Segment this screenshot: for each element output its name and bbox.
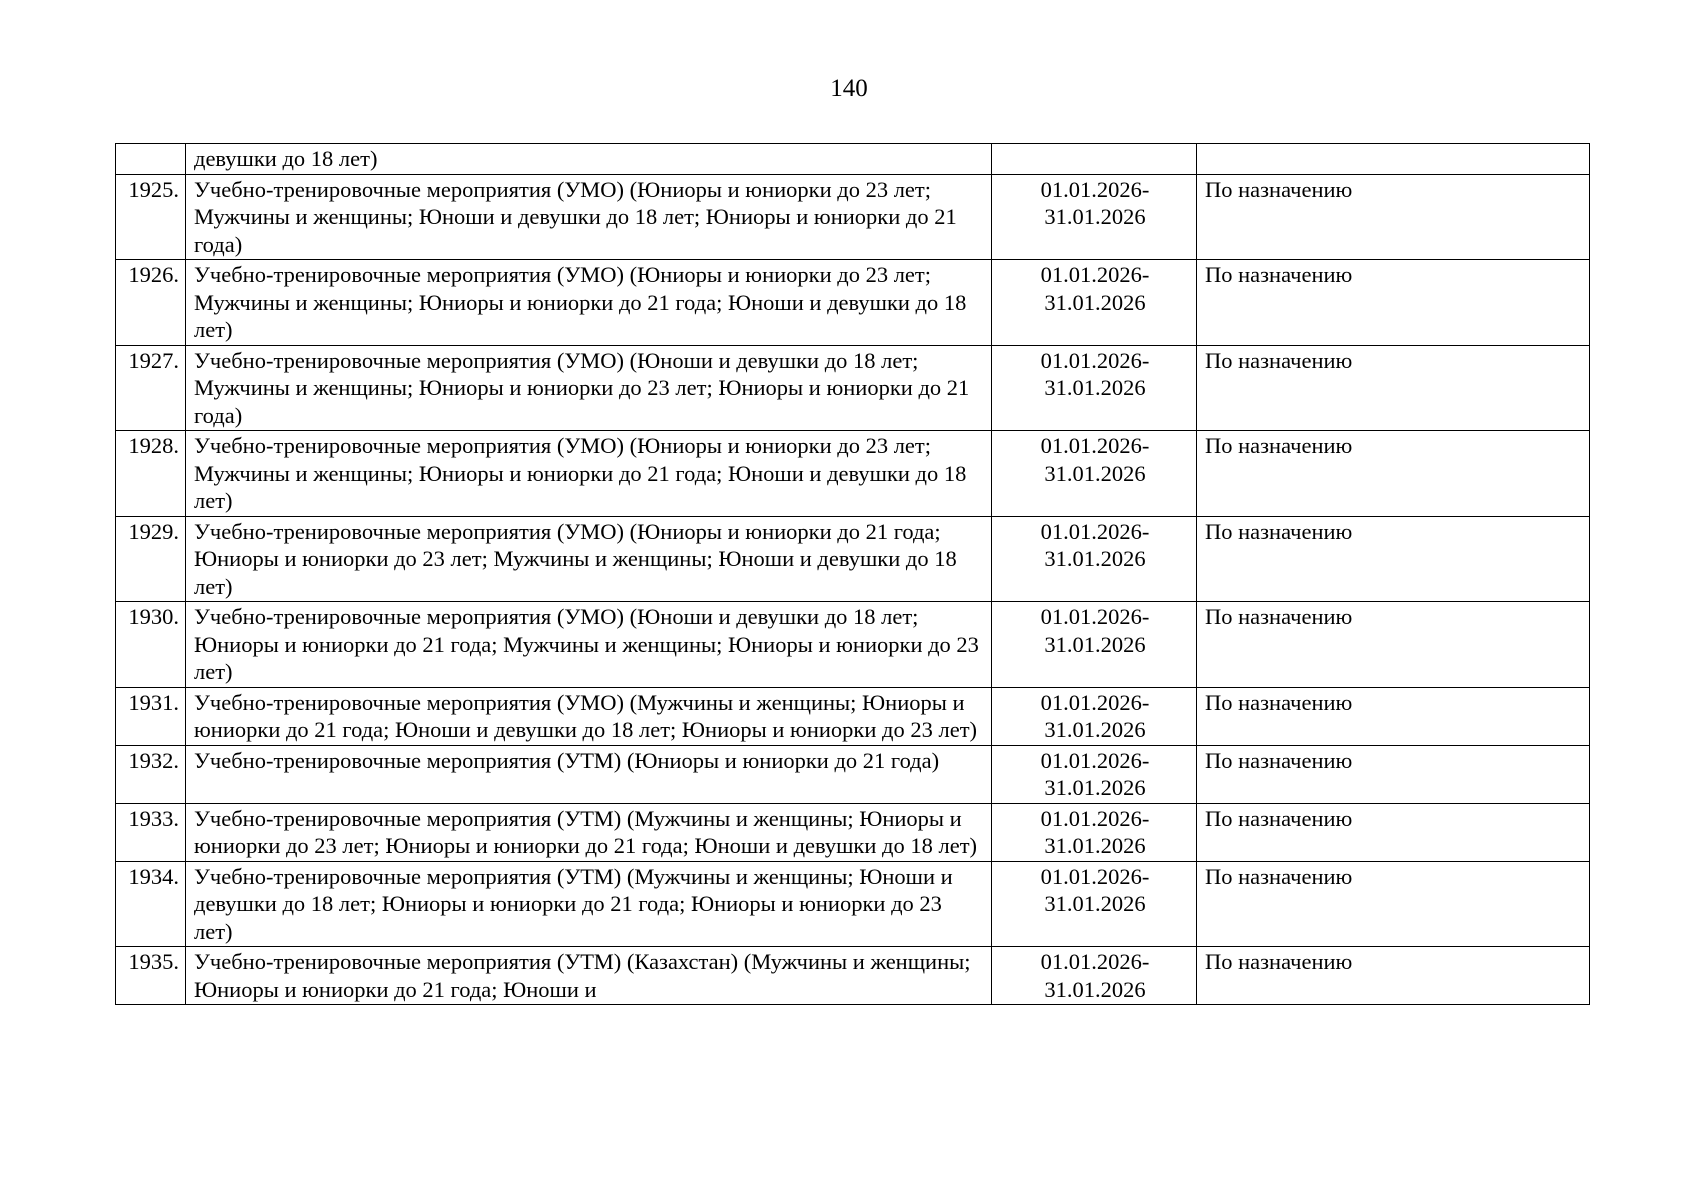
date-from: 01.01.2026- — [1040, 805, 1150, 831]
event-description: Учебно-тренировочные мероприятия (УТМ) (Мужчины и женщины; Юниоры и юниорки до 23 лет; Юниоры и юниорки до 21 года; Юноши и девушки до 18 лет) — [186, 803, 992, 861]
date-to: 31.01.2026 — [1044, 289, 1146, 315]
event-status: По назначению — [1197, 745, 1590, 803]
event-dates — [992, 861, 1197, 947]
date-from: 01.01.2026- — [1040, 949, 1150, 974]
event-description: Учебно-тренировочные мероприятия (УМО) (Юниоры и юниорки до 23 лет; Мужчины и женщины; Юниоры и юниорки до 21 года; Юноши и девушки до 18 лет) — [186, 260, 992, 346]
row-number — [116, 144, 186, 175]
date-from: 01.01.2026- — [1040, 176, 1150, 202]
date-to: 31.01.2026 — [1044, 717, 1146, 742]
event-status: По назначению — [1197, 345, 1590, 431]
table-row — [116, 803, 1590, 861]
event-status: По назначению — [1197, 687, 1590, 745]
date-from: 01.01.2026- — [1040, 747, 1150, 773]
date-from: 01.01.2026- — [1040, 347, 1150, 373]
event-description: девушки до 18 лет) — [186, 144, 992, 175]
date-from: 01.01.2026- — [1040, 262, 1150, 287]
date-from: 01.01.2026- — [1040, 433, 1150, 458]
event-description: Учебно-тренировочные мероприятия (УМО) (Юниоры и юниорки до 23 лет; Мужчины и женщины; Юниоры и юниорки до 21 года; Юноши и девушки до 18 лет) — [186, 431, 992, 517]
date-to: 31.01.2026 — [1044, 833, 1146, 858]
table-row — [116, 174, 1590, 260]
table-row — [116, 431, 1590, 517]
events-table-body — [116, 144, 1590, 1005]
table-row — [116, 861, 1590, 947]
event-description: Учебно-тренировочные мероприятия (УМО) (Юноши и девушки до 18 лет; Юниоры и юниорки до 21 года; Мужчины и женщины; Юниоры и юниорки до 23 лет) — [186, 602, 992, 688]
event-status: По назначению — [1197, 174, 1590, 260]
event-description: Учебно-тренировочные мероприятия (УМО) (Мужчины и женщины; Юниоры и юниорки до 21 года; Юноши и девушки до 18 лет; Юниоры и юниорки до 23 лет) — [186, 687, 992, 745]
table-row-continuation — [116, 144, 1590, 175]
event-description: Учебно-тренировочные мероприятия (УТМ) (Мужчины и женщины; Юноши и девушки до 18 лет; Юниоры и юниорки до 21 года; Юниоры и юниорки до 23 лет) — [186, 861, 992, 947]
date-to: 31.01.2026 — [1044, 546, 1146, 571]
event-status: По назначению — [1197, 861, 1590, 947]
date-to: 31.01.2026 — [1044, 460, 1146, 486]
date-to: 31.01.2026 — [1044, 775, 1146, 800]
event-dates — [992, 687, 1197, 745]
event-status: По назначению — [1197, 260, 1590, 346]
event-status — [1197, 144, 1590, 175]
table-row — [116, 516, 1590, 602]
event-dates — [992, 602, 1197, 688]
event-status: По назначению — [1197, 947, 1590, 1005]
table-row — [116, 260, 1590, 346]
table-row — [116, 687, 1590, 745]
row-number: 1935. — [116, 947, 186, 1005]
event-dates — [992, 174, 1197, 260]
events-table — [115, 143, 1590, 1005]
page-number: 140 — [830, 75, 868, 102]
event-dates — [992, 947, 1197, 1005]
event-description: Учебно-тренировочные мероприятия (УМО) (Юниоры и юниорки до 23 лет; Мужчины и женщины; Юноши и девушки до 18 лет; Юниоры и юниорки до 21 года) — [186, 174, 992, 260]
date-to: 31.01.2026 — [1044, 891, 1146, 916]
row-number: 1925. — [116, 174, 186, 260]
row-number: 1927. — [116, 345, 186, 431]
row-number: 1928. — [116, 431, 186, 517]
row-number: 1933. — [116, 803, 186, 861]
row-number: 1926. — [116, 260, 186, 346]
date-to: 31.01.2026 — [1044, 375, 1146, 400]
date-from: 01.01.2026- — [1040, 604, 1150, 629]
event-status: По назначению — [1197, 431, 1590, 517]
event-description: Учебно-тренировочные мероприятия (УТМ) (Юниоры и юниорки до 21 года) — [186, 745, 992, 803]
event-status: По назначению — [1197, 602, 1590, 688]
event-dates — [992, 431, 1197, 517]
event-description: Учебно-тренировочные мероприятия (УТМ) (Казахстан) (Мужчины и женщины; Юниоры и юниорки до 21 года; Юноши и — [186, 947, 992, 1005]
date-to: 31.01.2026 — [1044, 631, 1146, 657]
event-status: По назначению — [1197, 516, 1590, 602]
row-number: 1934. — [116, 861, 186, 947]
event-dates — [992, 516, 1197, 602]
table-row — [116, 345, 1590, 431]
table-row — [116, 947, 1590, 1005]
event-dates — [992, 144, 1197, 175]
date-to: 31.01.2026 — [1044, 976, 1146, 1002]
table-row — [116, 745, 1590, 803]
date-from: 01.01.2026- — [1040, 689, 1150, 715]
date-from: 01.01.2026- — [1040, 518, 1150, 544]
date-from: 01.01.2026- — [1040, 863, 1150, 889]
event-dates — [992, 260, 1197, 346]
row-number: 1929. — [116, 516, 186, 602]
event-description: Учебно-тренировочные мероприятия (УМО) (Юниоры и юниорки до 21 года; Юниоры и юниорки до 23 лет; Мужчины и женщины; Юноши и девушки до 18 лет) — [186, 516, 992, 602]
event-dates — [992, 745, 1197, 803]
row-number: 1932. — [116, 745, 186, 803]
row-number: 1931. — [116, 687, 186, 745]
date-to: 31.01.2026 — [1044, 204, 1146, 229]
event-dates — [992, 803, 1197, 861]
table-row — [116, 602, 1590, 688]
row-number: 1930. — [116, 602, 186, 688]
event-dates — [992, 345, 1197, 431]
event-status: По назначению — [1197, 803, 1590, 861]
event-description: Учебно-тренировочные мероприятия (УМО) (Юноши и девушки до 18 лет; Мужчины и женщины; Юниоры и юниорки до 23 лет; Юниоры и юниорки до 21 года) — [186, 345, 992, 431]
